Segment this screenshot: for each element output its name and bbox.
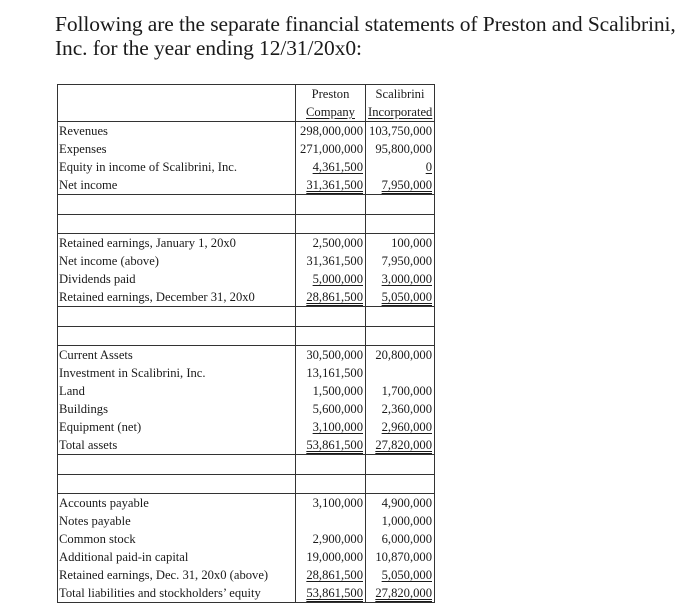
scalibrini-value: 27,820,000 [366, 436, 435, 455]
table-row [58, 122, 435, 141]
spacer-row [58, 195, 435, 215]
table-row [58, 346, 435, 365]
row-label: Expenses [58, 140, 296, 158]
header-blank [58, 103, 296, 122]
scalibrini-value: 2,960,000 [366, 418, 435, 436]
table-row [58, 364, 435, 382]
header-preston-1: Preston [296, 85, 366, 104]
preston-value: 4,361,500 [296, 158, 366, 176]
preston-value: 2,500,000 [296, 234, 366, 253]
scalibrini-value: 3,000,000 [366, 270, 435, 288]
table-row [58, 158, 435, 176]
table-row [58, 252, 435, 270]
table-row [58, 382, 435, 400]
spacer-row [58, 307, 435, 327]
table-row [58, 176, 435, 195]
row-label: Revenues [58, 122, 296, 141]
preston-value: 28,861,500 [296, 566, 366, 584]
header-row [58, 103, 435, 122]
row-label: Investment in Scalibrini, Inc. [58, 364, 296, 382]
table-row [58, 140, 435, 158]
row-label: Buildings [58, 400, 296, 418]
row-label: Accounts payable [58, 494, 296, 513]
preston-value: 5,600,000 [296, 400, 366, 418]
scalibrini-value: 7,950,000 [366, 252, 435, 270]
financial-statements-table [57, 84, 435, 603]
spacer-row [58, 475, 435, 494]
header-row [58, 85, 435, 104]
row-label: Land [58, 382, 296, 400]
preston-value: 53,861,500 [296, 436, 366, 455]
row-label: Common stock [58, 530, 296, 548]
row-label: Net income (above) [58, 252, 296, 270]
table-row [58, 418, 435, 436]
table-row [58, 548, 435, 566]
scalibrini-value: 1,700,000 [366, 382, 435, 400]
header-preston-2: Company [296, 103, 366, 122]
scalibrini-value: 10,870,000 [366, 548, 435, 566]
scalibrini-value: 5,050,000 [366, 288, 435, 307]
table-row [58, 584, 435, 603]
preston-value: 31,361,500 [296, 176, 366, 195]
table-row [58, 270, 435, 288]
row-label: Dividends paid [58, 270, 296, 288]
problem-statement: Following are the separate financial statements of Preston and Scalibrini, Inc. for the year ending 12/31/20x0: [55, 12, 676, 60]
row-label: Additional paid-in capital [58, 548, 296, 566]
row-label: Equity in income of Scalibrini, Inc. [58, 158, 296, 176]
preston-value: 298,000,000 [296, 122, 366, 141]
spacer-row [58, 215, 435, 234]
table-row [58, 234, 435, 253]
header-scalibrini-2: Incorporated [366, 103, 435, 122]
header-scalibrini-1: Scalibrini [366, 85, 435, 104]
row-label: Retained earnings, January 1, 20x0 [58, 234, 296, 253]
preston-value: 28,861,500 [296, 288, 366, 307]
preston-value: 53,861,500 [296, 584, 366, 603]
preston-value [296, 512, 366, 530]
table-row [58, 566, 435, 584]
scalibrini-value: 100,000 [366, 234, 435, 253]
spacer-row [58, 455, 435, 475]
preston-value: 19,000,000 [296, 548, 366, 566]
preston-value: 5,000,000 [296, 270, 366, 288]
scalibrini-value: 7,950,000 [366, 176, 435, 195]
row-label: Net income [58, 176, 296, 195]
preston-value: 1,500,000 [296, 382, 366, 400]
scalibrini-value: 95,800,000 [366, 140, 435, 158]
row-label: Equipment (net) [58, 418, 296, 436]
spacer-row [58, 327, 435, 346]
scalibrini-value: 0 [366, 158, 435, 176]
header-blank [58, 85, 296, 104]
preston-value: 3,100,000 [296, 494, 366, 513]
table-row [58, 530, 435, 548]
row-label: Total liabilities and stockholders’ equity [58, 584, 296, 603]
scalibrini-value [366, 364, 435, 382]
preston-value: 271,000,000 [296, 140, 366, 158]
table-row [58, 288, 435, 307]
row-label: Retained earnings, Dec. 31, 20x0 (above) [58, 566, 296, 584]
preston-value: 2,900,000 [296, 530, 366, 548]
table-row [58, 494, 435, 513]
row-label: Total assets [58, 436, 296, 455]
scalibrini-value: 5,050,000 [366, 566, 435, 584]
scalibrini-value: 2,360,000 [366, 400, 435, 418]
preston-value: 31,361,500 [296, 252, 366, 270]
scalibrini-value: 20,800,000 [366, 346, 435, 365]
scalibrini-value: 4,900,000 [366, 494, 435, 513]
preston-value: 3,100,000 [296, 418, 366, 436]
scalibrini-value: 6,000,000 [366, 530, 435, 548]
scalibrini-value: 103,750,000 [366, 122, 435, 141]
row-label: Current Assets [58, 346, 296, 365]
scalibrini-value: 27,820,000 [366, 584, 435, 603]
preston-value: 30,500,000 [296, 346, 366, 365]
scalibrini-value: 1,000,000 [366, 512, 435, 530]
table-row [58, 436, 435, 455]
preston-value: 13,161,500 [296, 364, 366, 382]
table-row [58, 512, 435, 530]
table-row [58, 400, 435, 418]
row-label: Notes payable [58, 512, 296, 530]
row-label: Retained earnings, December 31, 20x0 [58, 288, 296, 307]
